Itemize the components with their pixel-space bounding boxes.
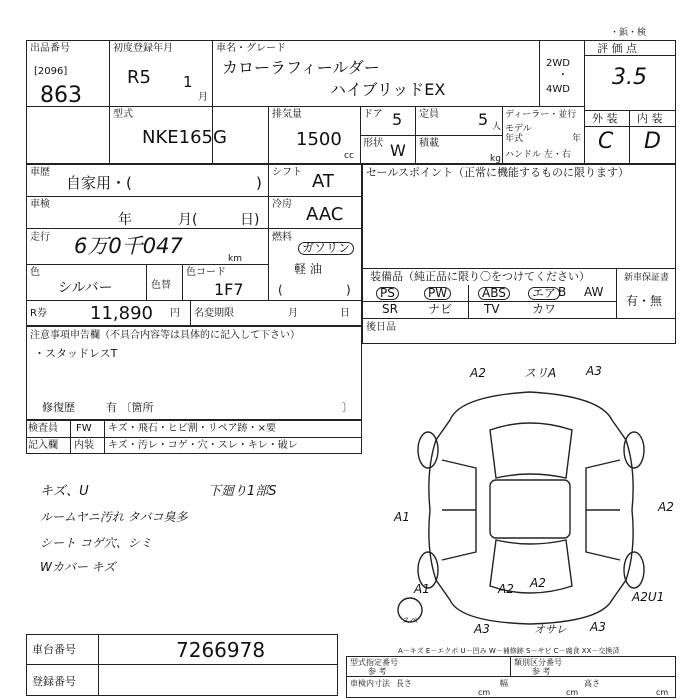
load-label: 積載 — [419, 138, 439, 149]
ac-value: AAC — [306, 204, 344, 225]
inspection-year: 年 — [118, 212, 132, 228]
inspection-month: 月( — [178, 212, 198, 228]
capacity-value: 5 — [478, 110, 489, 129]
mileage-value: 6万0千047 — [74, 234, 183, 258]
record-items: キズ・汚レ・コゲ・穴・スレ・キレ・破レ — [108, 440, 298, 451]
equip-pw: PW — [424, 287, 451, 300]
exterior-value: C — [598, 129, 614, 154]
equip-tv: TV — [484, 302, 500, 316]
shift-value: AT — [312, 171, 334, 192]
mark-right-side: A2 — [658, 500, 674, 514]
mark-rear-right: A2U1 — [632, 590, 665, 604]
after-sale-label: 後日品 — [366, 322, 396, 333]
doors-value: 5 — [392, 110, 403, 129]
car-name-line1: カローラフィールダー — [222, 58, 380, 77]
dealer-label: ディーラー・並行 — [505, 110, 577, 120]
score-value: 3.5 — [612, 65, 647, 90]
equip-navi: ナビ — [428, 302, 453, 316]
fuel-paren-close: ) — [346, 283, 351, 297]
dealer-model-label: モデル — [505, 124, 532, 134]
drive-opt2: 4WD — [546, 84, 570, 95]
notes-label: 注意事項申告欄（不具合内容等は具体的に記入して下さい） — [30, 330, 300, 341]
history-label: 車歴 — [30, 167, 50, 178]
capacity-unit: 人 — [492, 122, 502, 132]
class-number-label: 類別区分番号 — [514, 658, 562, 667]
inspector-fw: FW — [76, 423, 92, 434]
equip-abs: ABS — [478, 287, 510, 300]
dimension-label: 車検内寸法 — [350, 679, 390, 688]
equip-aw: AW — [584, 285, 604, 299]
history-close: ) — [256, 174, 262, 192]
lot-sub: [2096] — [34, 66, 68, 77]
color-value: シルバー — [58, 280, 113, 296]
equip-ps: PS — [376, 287, 399, 300]
name-change-month: 月 — [288, 308, 298, 319]
first-reg-label: 初度登録年月 — [113, 43, 173, 54]
shape-value: W — [390, 141, 406, 160]
equip-air: エア — [528, 287, 560, 300]
mark-rear-mid: A2 — [498, 582, 514, 596]
score-label: 評 価 点 — [597, 42, 637, 55]
shape-label: 形状 — [363, 138, 383, 149]
registration-label: 登録番号 — [32, 675, 76, 688]
comment-right: 下廻り1部S — [208, 484, 277, 499]
model-value: NKE165G — [142, 127, 227, 148]
sales-point-label: セールスポイント（正常に機能するものに限ります） — [366, 166, 630, 179]
width-unit: cm — [566, 688, 579, 697]
height-unit: cm — [656, 688, 669, 697]
mark-rear-center: A2 — [530, 576, 546, 590]
type-number-label: 型式指定番号 — [350, 658, 398, 667]
recycle-value: 有・無 — [626, 294, 663, 308]
interior-label: 内 装 — [637, 112, 663, 125]
mark-rear-left: A1 — [414, 582, 430, 596]
drive-opt1: 2WD — [546, 58, 570, 69]
first-reg-era: R5 — [127, 67, 151, 88]
name-change-day: 日 — [340, 308, 350, 319]
displacement-unit: cc — [344, 151, 354, 161]
equipment-label: 装備品（純正品に限り〇をつけてください） — [370, 270, 590, 283]
equip-b: B — [558, 285, 567, 299]
length-label: 長さ — [396, 679, 412, 688]
mileage-label: 走行 — [30, 232, 50, 243]
color-label: 色 — [30, 267, 40, 278]
inspector-items: キズ・飛石・ヒビ割・リペア跡・×要 — [108, 423, 276, 434]
comment-line2: ルームヤニ汚れ タバコ臭多 — [40, 510, 188, 524]
shift-label: シフト — [272, 167, 302, 178]
drive-dot: ・ — [558, 70, 568, 81]
doors-label: ドア — [363, 109, 383, 120]
repair-label: 修復歴 — [42, 401, 75, 414]
type-ref: 参 考 — [368, 667, 387, 676]
first-reg-month-unit: 月 — [198, 92, 208, 103]
comment-line4: Wカバー キズ — [40, 560, 116, 574]
width-label: 幅 — [500, 679, 508, 688]
spare-label: スペ — [402, 616, 418, 625]
exterior-label: 外 装 — [592, 112, 618, 125]
dealer-year-label: 年式 — [505, 134, 524, 144]
model-label: 型式 — [113, 109, 133, 120]
comment-line3: シート コゲ穴、シミ — [40, 536, 152, 550]
displacement-label: 排気量 — [272, 109, 302, 120]
name-change-label: 名変期限 — [194, 308, 234, 319]
notes-line1: ・スタッドレスT — [34, 347, 118, 360]
fuel-gasoline: ガソリン — [298, 242, 354, 255]
top-right-text: ・鋲・検 — [610, 28, 647, 38]
first-reg-month: 1 — [183, 73, 193, 91]
fuel-paren-open: ( — [278, 283, 283, 297]
height-label: 高さ — [584, 679, 600, 688]
inspection-label: 車検 — [30, 199, 50, 210]
length-unit: cm — [478, 688, 491, 697]
record-label: 記入欄 — [28, 440, 58, 451]
mark-front-left: A2 — [470, 366, 486, 380]
recycle-label: 新車保証書 — [624, 273, 670, 283]
lot-number: 863 — [40, 83, 82, 108]
car-name-line2: ハイブリッドEX — [330, 80, 446, 99]
record-interior: 内装 — [74, 440, 94, 451]
price-unit: 円 — [170, 308, 180, 319]
diagram-legend: A－キズ E－エクボ U－凹み W－補修跡 S－サビ C－腐食 XX－交換済 — [398, 647, 620, 655]
interior-value: D — [644, 129, 661, 154]
price-value: 11,890 — [90, 303, 153, 324]
mark-left-side: A1 — [394, 510, 410, 524]
equip-leather: カワ — [532, 302, 557, 316]
color-code: 1F7 — [214, 280, 244, 299]
chassis-value: 7266978 — [176, 638, 266, 662]
fuel-diesel: 軽 油 — [294, 262, 322, 276]
car-name-label: 車名・グレード — [216, 43, 286, 54]
price-label: R券 — [30, 308, 47, 319]
mark-bottom-left: A3 — [474, 622, 490, 636]
color-change-label: 色替 — [151, 280, 171, 291]
mark-front-right: A3 — [586, 364, 602, 378]
capacity-label: 定員 — [419, 109, 439, 120]
repair-close: 〕 — [342, 401, 353, 414]
inspector-label: 検査員 — [28, 423, 58, 434]
dealer-handle: ハンドル 左・右 — [505, 150, 571, 160]
fuel-label: 燃料 — [272, 232, 292, 243]
lot-label: 出品番号 — [30, 43, 70, 54]
class-ref: 参 考 — [532, 667, 551, 676]
displacement-value: 1500 — [296, 129, 342, 150]
inspection-day: 日) — [240, 212, 260, 228]
equip-sr: SR — [382, 302, 398, 316]
ac-label: 冷房 — [272, 199, 292, 210]
dealer-year-unit: 年 — [572, 134, 582, 144]
mark-bottom-right: A3 — [590, 620, 606, 634]
history-value: 自家用・( — [66, 174, 132, 192]
mark-front-center: スリA — [524, 366, 557, 380]
color-code-label: 色コード — [186, 267, 226, 278]
chassis-label: 車台番号 — [32, 643, 76, 656]
right-block — [362, 164, 676, 344]
mileage-unit: km — [228, 254, 242, 264]
comment-line1: キズ、U — [40, 484, 89, 499]
repair-value: 有 〔箇所 — [106, 401, 154, 414]
mark-bottom-center: オサレ — [534, 623, 567, 636]
load-unit: kg — [490, 154, 501, 164]
